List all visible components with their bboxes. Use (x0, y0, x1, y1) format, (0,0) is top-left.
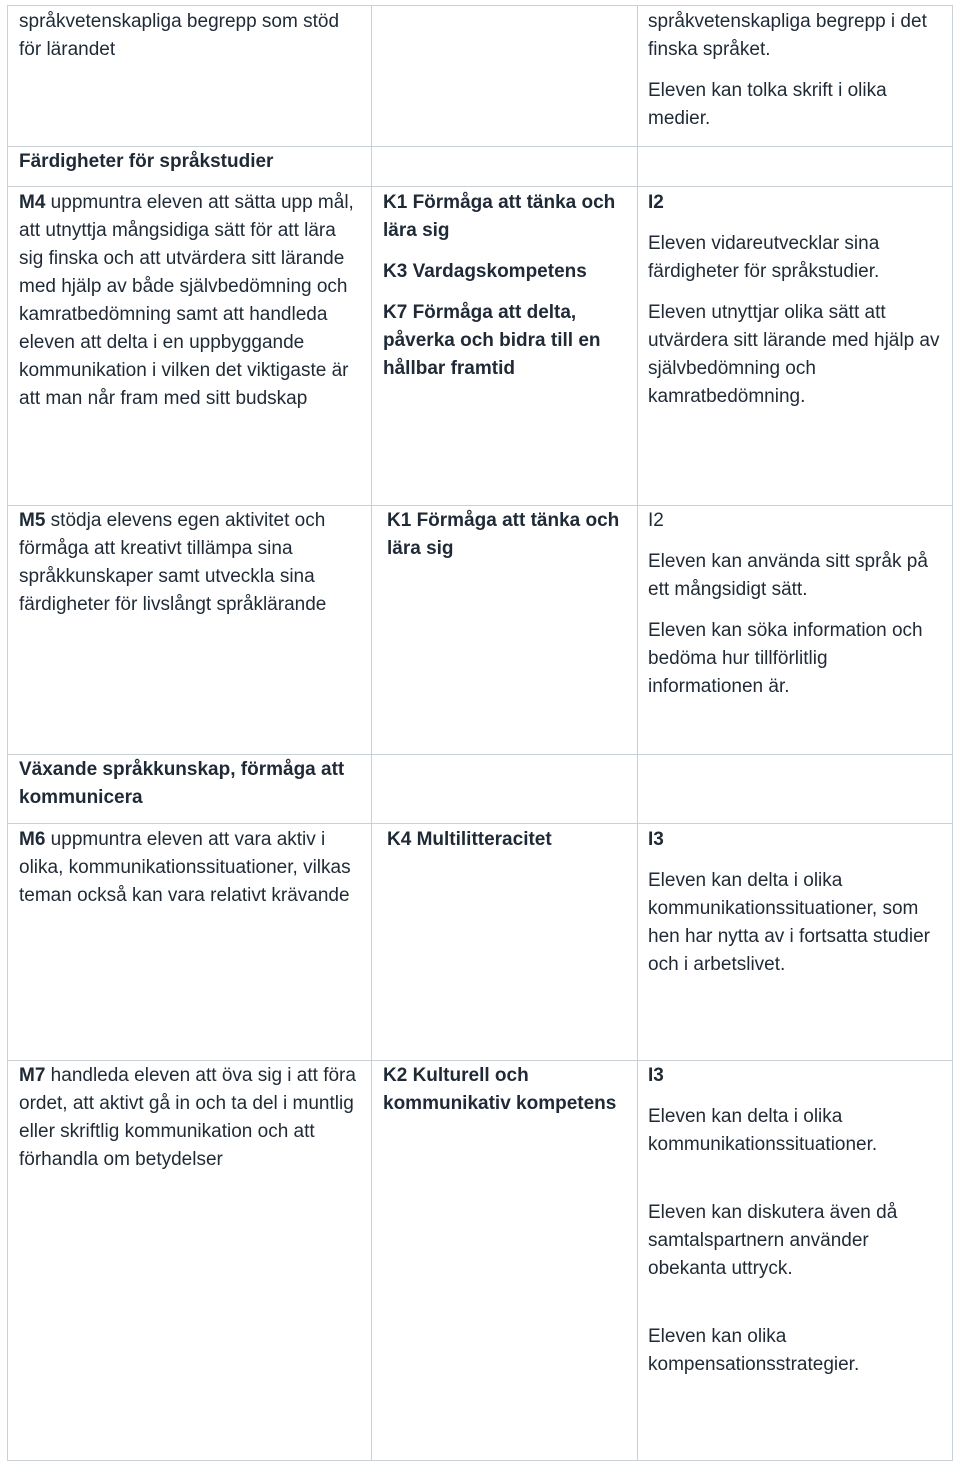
objective-text: handleda eleven att öva sig i att föra ordet, att aktivt gå in och ta del i muntlig eller skriftlig kommunikation och att förhandla om betydelser (19, 1065, 356, 1170)
column-divider (371, 5, 372, 1461)
competence-item: K7 Förmåga att delta, påverka och bidra till en hållbar framtid (383, 302, 601, 379)
criteria-cell (648, 8, 944, 146)
objective-text: uppmuntra eleven att vara aktiv i olika, kommunikationssituationer, vilkas teman också kan vara relativt krävande (19, 829, 351, 906)
criteria-text: Eleven kan använda sitt språk på ett mångsidigt sätt. (648, 551, 928, 600)
row-divider (7, 146, 953, 147)
criteria-text: språkvetenskapliga begrepp i det finska språket. (648, 11, 927, 60)
competence-item: K3 Vardagskompetens (383, 261, 587, 282)
criteria-code: I3 (648, 829, 664, 850)
criteria-text: Eleven vidareutvecklar sina färdigheter för språkstudier. (648, 233, 880, 282)
objective-code: M4 (19, 192, 46, 213)
objective-cell (19, 1062, 364, 1187)
column-divider (7, 5, 8, 1461)
criteria-text: Eleven kan tolka skrift i olika medier. (648, 80, 887, 129)
column-divider (637, 5, 638, 1461)
criteria-cell (648, 507, 944, 714)
section-heading-cell (19, 756, 364, 812)
criteria-cell (648, 189, 944, 424)
objective-code: M6 (19, 829, 46, 850)
objective-code: M5 (19, 510, 46, 531)
competence-item: K4 Multilitteracitet (387, 829, 552, 850)
objective-code: M7 (19, 1065, 46, 1086)
competence-cell (383, 189, 629, 396)
criteria-cell (648, 1062, 944, 1392)
objective-text: stödja elevens egen aktivitet och förmåga att kreativt tillämpa sina språkkunskaper samt utveckla sina färdigheter för livslångt språklärande (19, 510, 327, 615)
competence-cell (383, 1062, 629, 1131)
section-heading: Växande språkkunskap, förmåga att kommunicera (19, 759, 345, 808)
row-divider (7, 823, 953, 824)
objective-text: språkvetenskapliga begrepp som stöd för lärandet (19, 11, 340, 60)
criteria-text: Eleven kan delta i olika kommunikationssituationer, som hen har nytta av i fortsatta studier och i arbetslivet. (648, 870, 930, 975)
criteria-cell (648, 826, 944, 992)
objective-cell (19, 8, 364, 77)
criteria-text: Eleven kan delta i olika kommunikationssituationer. (648, 1106, 878, 1155)
row-divider (7, 1060, 953, 1061)
row-divider (7, 5, 953, 6)
criteria-code: I2 (648, 510, 664, 531)
section-heading-cell (19, 148, 364, 176)
criteria-text: Eleven utnyttjar olika sätt att utvärdera sitt lärande med hjälp av självbedömning och kamratbedömning. (648, 302, 940, 407)
competence-item: K1 Förmåga att tänka och lära sig (387, 510, 620, 559)
objective-cell (19, 507, 364, 632)
criteria-text: Eleven kan olika kompensationsstrategier. (648, 1326, 860, 1375)
competence-cell (387, 507, 629, 576)
row-divider (7, 754, 953, 755)
objective-cell (19, 826, 364, 923)
row-divider (7, 186, 953, 187)
competence-item: K1 Förmåga att tänka och lära sig (383, 192, 616, 241)
criteria-code: I2 (648, 192, 664, 213)
criteria-text: Eleven kan söka information och bedöma hur tillförlitlig informationen är. (648, 620, 923, 697)
competence-cell (387, 826, 629, 867)
criteria-text: Eleven kan diskutera även då samtalspartnern använder obekanta uttryck. (648, 1202, 898, 1279)
section-heading: Färdigheter för språkstudier (19, 151, 274, 172)
objective-cell (19, 189, 364, 426)
row-divider (7, 505, 953, 506)
competence-item: K2 Kulturell och kommunikativ kompetens (383, 1065, 617, 1114)
column-divider (952, 5, 953, 1461)
objective-text: uppmuntra eleven att sätta upp mål, att utnyttja mångsidiga sätt för att lära sig finska och att utvärdera sitt lärande med hjälp av både självbedömning och kamratbedömning samt att handleda eleven att delta i en uppbyggande kommunikation i vilken det viktigaste är att man når fram med sitt budskap (19, 192, 354, 409)
row-divider (7, 1460, 953, 1461)
criteria-code: I3 (648, 1065, 664, 1086)
